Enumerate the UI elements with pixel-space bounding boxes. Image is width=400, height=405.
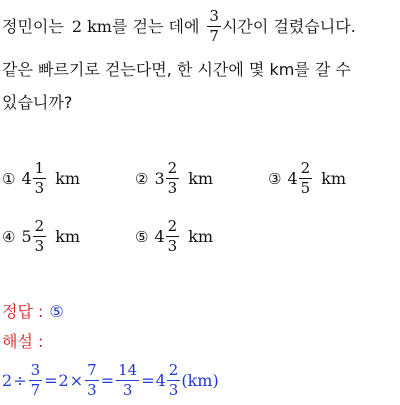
question-text-a: 정민이는	[2, 16, 64, 36]
question-line-1	[2, 8, 356, 45]
formula-whole: 4	[155, 371, 166, 390]
question-line-2: 같은 빠르기로 걷는다면, 한 시간에 몇 km를 갈 수	[2, 60, 351, 79]
choice-whole: 4	[287, 169, 298, 188]
choice-unit: km	[55, 169, 81, 188]
choice-whole: 5	[21, 227, 32, 246]
answer-label: 정답 :	[2, 302, 44, 321]
question-text-c: 시간이 걸렸습니다.	[221, 16, 356, 36]
choice-mark: ①	[2, 169, 16, 188]
choice-fraction	[299, 160, 313, 197]
fraction-denominator: 3	[122, 381, 133, 399]
fraction-numerator: 14	[118, 361, 138, 379]
formula-fraction-4	[167, 362, 181, 399]
choice-whole: 4	[21, 169, 32, 188]
choice-fraction	[166, 218, 180, 255]
choice-numerator: 2	[167, 159, 178, 177]
formula-fraction-2	[85, 362, 99, 399]
choice-whole: 3	[154, 169, 165, 188]
formula-term: 2	[58, 371, 69, 390]
divide-sign: ÷	[13, 371, 27, 390]
choice-4[interactable]	[2, 218, 80, 255]
question-text-b: 를 걷는 데에	[111, 16, 200, 36]
choice-fraction	[166, 160, 180, 197]
choice-mark: ②	[135, 169, 149, 188]
fraction-numerator: 7	[87, 361, 97, 379]
choice-value	[154, 160, 180, 197]
choice-denominator: 3	[167, 237, 178, 255]
explanation-formula	[2, 362, 219, 399]
formula-fraction-1	[29, 362, 43, 399]
choice-mark: ③	[268, 169, 282, 188]
equals-sign: =	[44, 371, 58, 390]
choice-unit: km	[321, 169, 347, 188]
choice-denominator: 3	[34, 179, 45, 197]
fraction-numerator: 2	[168, 361, 179, 379]
answer-value: ⑤	[49, 302, 64, 321]
choice-unit: km	[188, 169, 214, 188]
formula-term: 2	[2, 371, 13, 390]
explanation-label: 해설 :	[2, 332, 44, 351]
choice-value	[154, 218, 180, 255]
answer-line	[2, 302, 64, 322]
multiply-sign: ×	[69, 371, 84, 390]
question-fraction-denominator: 7	[209, 27, 219, 45]
choice-2[interactable]	[135, 160, 213, 197]
choice-numerator: 1	[34, 159, 45, 177]
choice-mark: ④	[2, 227, 16, 246]
choice-numerator: 2	[34, 217, 45, 235]
choice-fraction	[33, 160, 47, 197]
question-fraction	[207, 8, 221, 45]
choice-value	[287, 160, 313, 197]
equals-sign: =	[100, 371, 115, 390]
question-line-3: 있습니까?	[2, 93, 73, 112]
choice-denominator: 5	[300, 179, 311, 197]
fraction-denominator: 3	[87, 381, 97, 399]
choice-value	[21, 160, 47, 197]
fraction-denominator: 7	[30, 381, 41, 399]
choice-unit: km	[55, 227, 81, 246]
fraction-numerator: 3	[30, 361, 41, 379]
choice-1[interactable]	[2, 160, 80, 197]
fraction-denominator: 3	[168, 381, 179, 399]
choice-3[interactable]	[268, 160, 346, 197]
choice-mark: ⑤	[135, 227, 149, 246]
choice-numerator: 2	[300, 159, 311, 177]
choice-unit: km	[188, 227, 214, 246]
question-fraction-numerator: 3	[209, 7, 219, 25]
choice-denominator: 3	[167, 179, 178, 197]
question-distance: 2 km	[71, 16, 112, 36]
choice-denominator: 3	[34, 237, 45, 255]
choice-value	[21, 218, 47, 255]
equals-sign: =	[141, 371, 155, 390]
choice-fraction	[33, 218, 47, 255]
formula-fraction-3	[116, 362, 139, 399]
choice-whole: 4	[154, 227, 165, 246]
choice-numerator: 2	[167, 217, 178, 235]
choice-5[interactable]	[135, 218, 213, 255]
formula-unit: (km)	[181, 371, 219, 390]
